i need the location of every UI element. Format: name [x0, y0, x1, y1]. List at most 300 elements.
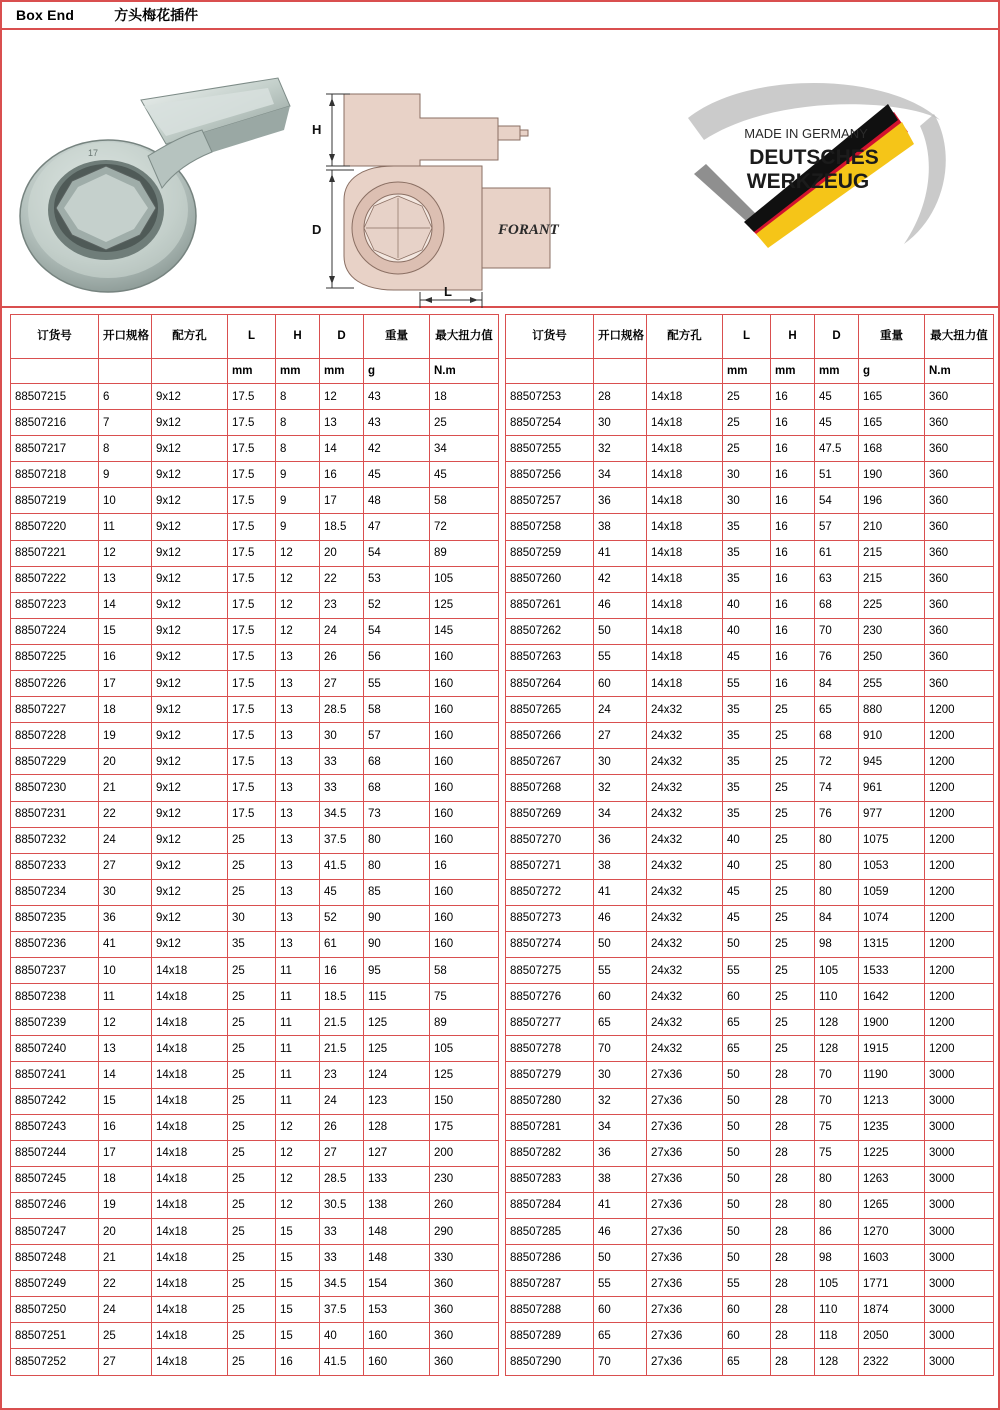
cell-weight: 160	[364, 1323, 430, 1349]
cell-l: 30	[723, 488, 771, 514]
cell-h: 15	[276, 1297, 320, 1323]
cell-max-torque: 360	[925, 566, 994, 592]
cell-opening: 30	[99, 879, 152, 905]
cell-max-torque: 1200	[925, 697, 994, 723]
cell-l: 25	[228, 1297, 276, 1323]
unit-l: mm	[228, 359, 276, 384]
cell-h: 25	[771, 984, 815, 1010]
cell-max-torque: 1200	[925, 801, 994, 827]
cell-weight: 2050	[859, 1323, 925, 1349]
cell-weight: 125	[364, 1036, 430, 1062]
cell-d: 80	[815, 1166, 859, 1192]
cell-opening: 41	[594, 879, 647, 905]
table-row	[11, 1323, 499, 1349]
cell-order-no: 88507269	[506, 801, 594, 827]
cell-square-drive: 9x12	[152, 775, 228, 801]
page-title-cn: 方头梅花插件	[114, 7, 199, 23]
cell-max-torque: 1200	[925, 1010, 994, 1036]
cell-order-no: 88507264	[506, 671, 594, 697]
cell-max-torque: 160	[430, 723, 499, 749]
cell-max-torque: 290	[430, 1219, 499, 1245]
cell-h: 16	[771, 644, 815, 670]
cell-order-no: 88507281	[506, 1114, 594, 1140]
cell-l: 35	[723, 514, 771, 540]
cell-d: 80	[815, 879, 859, 905]
cell-order-no: 88507274	[506, 931, 594, 957]
cell-max-torque: 89	[430, 1010, 499, 1036]
cell-weight: 55	[364, 671, 430, 697]
cell-h: 16	[771, 462, 815, 488]
cell-h: 13	[276, 853, 320, 879]
cell-square-drive: 9x12	[152, 644, 228, 670]
cell-opening: 36	[99, 905, 152, 931]
cell-weight: 1074	[859, 905, 925, 931]
cell-square-drive: 14x18	[647, 488, 723, 514]
cell-weight: 1533	[859, 958, 925, 984]
cell-weight: 961	[859, 775, 925, 801]
cell-square-drive: 14x18	[647, 436, 723, 462]
cell-opening: 65	[594, 1323, 647, 1349]
cell-order-no: 88507226	[11, 671, 99, 697]
cell-weight: 1265	[859, 1192, 925, 1218]
cell-l: 25	[228, 1140, 276, 1166]
cell-max-torque: 360	[925, 540, 994, 566]
cell-order-no: 88507239	[11, 1010, 99, 1036]
table-row	[11, 1088, 499, 1114]
cell-square-drive: 9x12	[152, 671, 228, 697]
cell-weight: 90	[364, 905, 430, 931]
cell-h: 13	[276, 671, 320, 697]
table-row	[506, 436, 994, 462]
table-row	[11, 905, 499, 931]
cell-l: 17.5	[228, 540, 276, 566]
cell-weight: 80	[364, 827, 430, 853]
cell-max-torque: 3000	[925, 1271, 994, 1297]
cell-opening: 60	[594, 671, 647, 697]
table-row	[11, 1349, 499, 1375]
cell-order-no: 88507259	[506, 540, 594, 566]
cell-l: 50	[723, 1245, 771, 1271]
cell-weight: 230	[859, 618, 925, 644]
badge-line1: MADE IN GERMANY	[744, 126, 868, 141]
cell-square-drive: 24x32	[647, 853, 723, 879]
cell-h: 12	[276, 592, 320, 618]
table-row	[506, 566, 994, 592]
cell-max-torque: 105	[430, 1036, 499, 1062]
cell-max-torque: 230	[430, 1166, 499, 1192]
cell-l: 55	[723, 671, 771, 697]
cell-d: 27	[320, 671, 364, 697]
cell-weight: 90	[364, 931, 430, 957]
cell-square-drive: 9x12	[152, 931, 228, 957]
cell-square-drive: 14x18	[152, 984, 228, 1010]
cell-opening: 32	[594, 436, 647, 462]
cell-square-drive: 14x18	[152, 1271, 228, 1297]
cell-opening: 30	[594, 1062, 647, 1088]
cell-order-no: 88507272	[506, 879, 594, 905]
cell-square-drive: 9x12	[152, 801, 228, 827]
cell-weight: 1270	[859, 1219, 925, 1245]
cell-max-torque: 160	[430, 697, 499, 723]
cell-opening: 24	[99, 827, 152, 853]
cell-h: 13	[276, 697, 320, 723]
col-header-weight: 重量	[859, 315, 925, 359]
cell-order-no: 88507268	[506, 775, 594, 801]
cell-l: 40	[723, 827, 771, 853]
cell-h: 28	[771, 1245, 815, 1271]
table-row	[11, 540, 499, 566]
cell-weight: 1771	[859, 1271, 925, 1297]
table-row	[506, 801, 994, 827]
cell-square-drive: 24x32	[647, 723, 723, 749]
cell-weight: 165	[859, 410, 925, 436]
cell-square-drive: 14x18	[647, 671, 723, 697]
cell-d: 37.5	[320, 1297, 364, 1323]
cell-opening: 41	[99, 931, 152, 957]
cell-d: 23	[320, 592, 364, 618]
table-row	[506, 1088, 994, 1114]
cell-weight: 1642	[859, 984, 925, 1010]
cell-h: 13	[276, 723, 320, 749]
cell-order-no: 88507219	[11, 488, 99, 514]
cell-l: 65	[723, 1036, 771, 1062]
cell-square-drive: 27x36	[647, 1140, 723, 1166]
cell-order-no: 88507257	[506, 488, 594, 514]
cell-square-drive: 9x12	[152, 384, 228, 410]
cell-square-drive: 9x12	[152, 905, 228, 931]
spec-table-right	[505, 314, 994, 1376]
cell-order-no: 88507237	[11, 958, 99, 984]
cell-square-drive: 27x36	[647, 1349, 723, 1375]
cell-d: 40	[320, 1323, 364, 1349]
cell-max-torque: 1200	[925, 723, 994, 749]
cell-l: 50	[723, 1114, 771, 1140]
badge-line3: WERKZEUG	[746, 170, 870, 193]
table-row	[506, 697, 994, 723]
cell-d: 75	[815, 1114, 859, 1140]
cell-d: 33	[320, 749, 364, 775]
cell-square-drive: 24x32	[647, 749, 723, 775]
cell-order-no: 88507262	[506, 618, 594, 644]
cell-d: 128	[815, 1349, 859, 1375]
cell-l: 17.5	[228, 384, 276, 410]
unit-opening	[99, 359, 152, 384]
cell-l: 17.5	[228, 723, 276, 749]
table-row	[506, 723, 994, 749]
cell-max-torque: 360	[925, 592, 994, 618]
cell-max-torque: 1200	[925, 931, 994, 957]
cell-d: 22	[320, 566, 364, 592]
cell-h: 28	[771, 1088, 815, 1114]
cell-weight: 165	[859, 384, 925, 410]
cell-max-torque: 1200	[925, 958, 994, 984]
cell-order-no: 88507215	[11, 384, 99, 410]
cell-d: 65	[815, 697, 859, 723]
cell-d: 54	[815, 488, 859, 514]
cell-order-no: 88507277	[506, 1010, 594, 1036]
cell-max-torque: 260	[430, 1192, 499, 1218]
cell-square-drive: 14x18	[647, 618, 723, 644]
cell-l: 25	[228, 1323, 276, 1349]
cell-opening: 18	[99, 1166, 152, 1192]
cell-square-drive: 14x18	[647, 644, 723, 670]
cell-h: 25	[771, 1036, 815, 1062]
col-header-max-torque: 最大扭力值	[925, 315, 994, 359]
cell-d: 18.5	[320, 514, 364, 540]
cell-square-drive: 27x36	[647, 1192, 723, 1218]
cell-opening: 46	[594, 905, 647, 931]
cell-l: 35	[723, 749, 771, 775]
cell-order-no: 88507216	[11, 410, 99, 436]
cell-weight: 215	[859, 566, 925, 592]
cell-square-drive: 24x32	[647, 958, 723, 984]
table-row	[11, 1297, 499, 1323]
cell-square-drive: 14x18	[152, 1245, 228, 1271]
unit-max-torque: N.m	[430, 359, 499, 384]
cell-square-drive: 14x18	[647, 462, 723, 488]
cell-d: 41.5	[320, 853, 364, 879]
table-row	[11, 775, 499, 801]
cell-l: 25	[228, 1245, 276, 1271]
cell-l: 17.5	[228, 671, 276, 697]
cell-l: 17.5	[228, 749, 276, 775]
cell-order-no: 88507250	[11, 1297, 99, 1323]
cell-h: 12	[276, 618, 320, 644]
cell-opening: 55	[594, 1271, 647, 1297]
unit-max-torque: N.m	[925, 359, 994, 384]
cell-order-no: 88507286	[506, 1245, 594, 1271]
cell-max-torque: 72	[430, 514, 499, 540]
cell-l: 25	[228, 958, 276, 984]
cell-weight: 148	[364, 1219, 430, 1245]
cell-d: 14	[320, 436, 364, 462]
cell-order-no: 88507238	[11, 984, 99, 1010]
cell-order-no: 88507266	[506, 723, 594, 749]
table-row	[506, 462, 994, 488]
cell-weight: 1075	[859, 827, 925, 853]
table-row	[11, 1166, 499, 1192]
unit-d: mm	[815, 359, 859, 384]
cell-weight: 53	[364, 566, 430, 592]
cell-d: 70	[815, 1088, 859, 1114]
cell-max-torque: 360	[925, 462, 994, 488]
cell-l: 25	[723, 410, 771, 436]
cell-opening: 28	[594, 384, 647, 410]
cell-weight: 57	[364, 723, 430, 749]
cell-weight: 210	[859, 514, 925, 540]
table-row	[11, 853, 499, 879]
cell-opening: 34	[594, 462, 647, 488]
spec-tables	[2, 308, 998, 1376]
cell-d: 110	[815, 1297, 859, 1323]
unit-weight: g	[364, 359, 430, 384]
cell-max-torque: 3000	[925, 1140, 994, 1166]
dim-h-label: H	[312, 122, 322, 137]
cell-order-no: 88507253	[506, 384, 594, 410]
table-row	[506, 1062, 994, 1088]
table-row	[506, 827, 994, 853]
cell-opening: 70	[594, 1349, 647, 1375]
cell-h: 25	[771, 697, 815, 723]
cell-h: 28	[771, 1323, 815, 1349]
cell-order-no: 88507252	[11, 1349, 99, 1375]
cell-opening: 36	[594, 827, 647, 853]
cell-d: 98	[815, 931, 859, 957]
table-row	[506, 1166, 994, 1192]
col-header-h: H	[771, 315, 815, 359]
cell-opening: 55	[594, 958, 647, 984]
table-row	[506, 931, 994, 957]
col-header-d: D	[320, 315, 364, 359]
cell-max-torque: 360	[925, 618, 994, 644]
cell-square-drive: 24x32	[647, 827, 723, 853]
table-row	[11, 931, 499, 957]
table-row	[11, 384, 499, 410]
cell-square-drive: 14x18	[152, 1088, 228, 1114]
cell-d: 75	[815, 1140, 859, 1166]
cell-square-drive: 14x18	[152, 958, 228, 984]
table-row	[506, 618, 994, 644]
cell-weight: 124	[364, 1062, 430, 1088]
cell-l: 25	[228, 853, 276, 879]
cell-l: 50	[723, 1062, 771, 1088]
cell-h: 25	[771, 1010, 815, 1036]
cell-h: 9	[276, 462, 320, 488]
cell-h: 28	[771, 1192, 815, 1218]
cell-max-torque: 175	[430, 1114, 499, 1140]
cell-d: 47.5	[815, 436, 859, 462]
table-row	[11, 566, 499, 592]
cell-order-no: 88507231	[11, 801, 99, 827]
cell-d: 110	[815, 984, 859, 1010]
cell-square-drive: 14x18	[152, 1062, 228, 1088]
cell-opening: 10	[99, 958, 152, 984]
cell-d: 84	[815, 671, 859, 697]
cell-weight: 95	[364, 958, 430, 984]
cell-h: 16	[771, 566, 815, 592]
cell-l: 17.5	[228, 775, 276, 801]
cell-max-torque: 3000	[925, 1088, 994, 1114]
cell-order-no: 88507235	[11, 905, 99, 931]
cell-max-torque: 3000	[925, 1062, 994, 1088]
table-row	[506, 879, 994, 905]
cell-h: 12	[276, 1114, 320, 1140]
cell-order-no: 88507218	[11, 462, 99, 488]
cell-opening: 24	[594, 697, 647, 723]
cell-h: 13	[276, 749, 320, 775]
table-row	[506, 1271, 994, 1297]
cell-order-no: 88507221	[11, 540, 99, 566]
cell-d: 57	[815, 514, 859, 540]
table-row	[506, 958, 994, 984]
cell-opening: 15	[99, 1088, 152, 1114]
cell-d: 33	[320, 1245, 364, 1271]
cell-max-torque: 1200	[925, 984, 994, 1010]
unit-weight: g	[859, 359, 925, 384]
cell-l: 55	[723, 958, 771, 984]
cell-l: 35	[723, 566, 771, 592]
cell-l: 50	[723, 1166, 771, 1192]
cell-h: 11	[276, 958, 320, 984]
cell-opening: 30	[594, 749, 647, 775]
table-row	[11, 1010, 499, 1036]
cell-square-drive: 9x12	[152, 540, 228, 566]
table-row	[11, 749, 499, 775]
cell-weight: 1874	[859, 1297, 925, 1323]
table-row	[506, 384, 994, 410]
cell-square-drive: 24x32	[647, 931, 723, 957]
cell-square-drive: 9x12	[152, 618, 228, 644]
cell-order-no: 88507288	[506, 1297, 594, 1323]
cell-order-no: 88507217	[11, 436, 99, 462]
cell-max-torque: 1200	[925, 905, 994, 931]
cell-square-drive: 14x18	[152, 1114, 228, 1140]
cell-opening: 20	[99, 749, 152, 775]
cell-d: 86	[815, 1219, 859, 1245]
table-row	[11, 1114, 499, 1140]
cell-d: 17	[320, 488, 364, 514]
cell-max-torque: 3000	[925, 1323, 994, 1349]
cell-d: 30	[320, 723, 364, 749]
cell-weight: 68	[364, 749, 430, 775]
dim-d-label: D	[312, 222, 322, 237]
cell-opening: 21	[99, 775, 152, 801]
cell-l: 17.5	[228, 618, 276, 644]
cell-h: 11	[276, 1036, 320, 1062]
cell-h: 12	[276, 1140, 320, 1166]
cell-square-drive: 14x18	[647, 566, 723, 592]
cell-max-torque: 89	[430, 540, 499, 566]
cell-order-no: 88507244	[11, 1140, 99, 1166]
cell-square-drive: 27x36	[647, 1114, 723, 1140]
col-header-weight: 重量	[364, 315, 430, 359]
table-row	[11, 958, 499, 984]
cell-l: 25	[228, 1062, 276, 1088]
cell-order-no: 88507265	[506, 697, 594, 723]
unit-opening	[594, 359, 647, 384]
cell-weight: 160	[364, 1349, 430, 1375]
cell-opening: 42	[594, 566, 647, 592]
cell-h: 13	[276, 827, 320, 853]
cell-d: 76	[815, 801, 859, 827]
col-header-order-no: 订货号	[506, 315, 594, 359]
cell-weight: 154	[364, 1271, 430, 1297]
cell-opening: 12	[99, 540, 152, 566]
cell-h: 9	[276, 488, 320, 514]
cell-opening: 22	[99, 1271, 152, 1297]
table-row	[11, 1271, 499, 1297]
cell-l: 25	[228, 1219, 276, 1245]
cell-weight: 123	[364, 1088, 430, 1114]
cell-opening: 6	[99, 384, 152, 410]
cell-max-torque: 3000	[925, 1219, 994, 1245]
cell-weight: 138	[364, 1192, 430, 1218]
cell-square-drive: 14x18	[647, 592, 723, 618]
unit-order-no	[11, 359, 99, 384]
cell-weight: 977	[859, 801, 925, 827]
table-row	[11, 592, 499, 618]
cell-d: 21.5	[320, 1010, 364, 1036]
cell-l: 25	[723, 384, 771, 410]
col-header-order-no: 订货号	[11, 315, 99, 359]
cell-square-drive: 24x32	[647, 801, 723, 827]
cell-square-drive: 27x36	[647, 1219, 723, 1245]
cell-max-torque: 330	[430, 1245, 499, 1271]
cell-weight: 68	[364, 775, 430, 801]
cell-order-no: 88507271	[506, 853, 594, 879]
cell-l: 35	[723, 723, 771, 749]
cell-weight: 128	[364, 1114, 430, 1140]
